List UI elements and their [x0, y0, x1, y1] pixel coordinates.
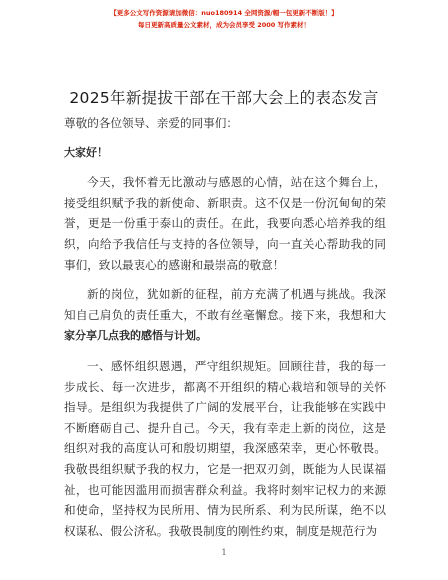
document-body — [64, 113, 386, 550]
promo-banner-line-1: 【更多公文写作资源请加微信：nuo180914 全网资源/帽一包更新不断版！】 — [110, 9, 338, 17]
paragraph-2-emphasis: 家分享几点我的感悟与计划。 — [64, 329, 207, 343]
greeting: 大家好！ — [64, 145, 108, 159]
page-number: 1 — [221, 548, 227, 557]
promo-banner-line-2: 每日更新高质量公文素材，成为会员享受 2000 写作素材！ — [137, 21, 311, 29]
paragraph-2-text: 新的岗位，犹如新的征程，前方充满了机遇与挑战。我深知自己肩负的责任重大，不敢有丝毫懈怠。接下来，我想和大 — [64, 287, 386, 322]
paragraph-1: 今天，我怀着无比激动与感恩的心情，站在这个舞台上，接受组织赋予我的新使命、新职责。这不仅是一份沉甸甸的荣誉，更是一份重于泰山的责任。在此，我要向悉心培养我的组织，向给予我信任与支持的各位领导，向一直关心帮助我的同事们，致以最衷心的感谢和最崇高的敬意！ — [64, 175, 386, 272]
paragraph-3: 一、感怀组织恩遇，严守组织规矩。回顾往昔，我的每一步成长、每一次进步，都离不开组织的精心栽培和领导的关怀指导。是组织为我提供了广阔的发展平台，让我能够在实践中不断磨砺自己、提升自己。今天，我有幸走上新的岗位，这是组织对我的高度认可和殷切期望，我深感荣幸，更心怀敬畏。我敬畏组织赋予我的权力，它是一把双刃剑，既能为人民谋福祉，也可能因滥用而损害群众利益。我将时刻牢记权力的来源和使命，坚持权为民所用、情为民所系、利为民所谋，绝不以权谋私、假公济私。我敬畏制度的刚性约束，制度是规范行为 — [64, 358, 386, 538]
document-title: 2025年新提拔干部在干部大会上的表态发言 — [69, 89, 379, 107]
paragraph-2 — [64, 284, 386, 347]
salutation: 尊敬的各位领导、亲爱的同事们： — [64, 116, 238, 130]
